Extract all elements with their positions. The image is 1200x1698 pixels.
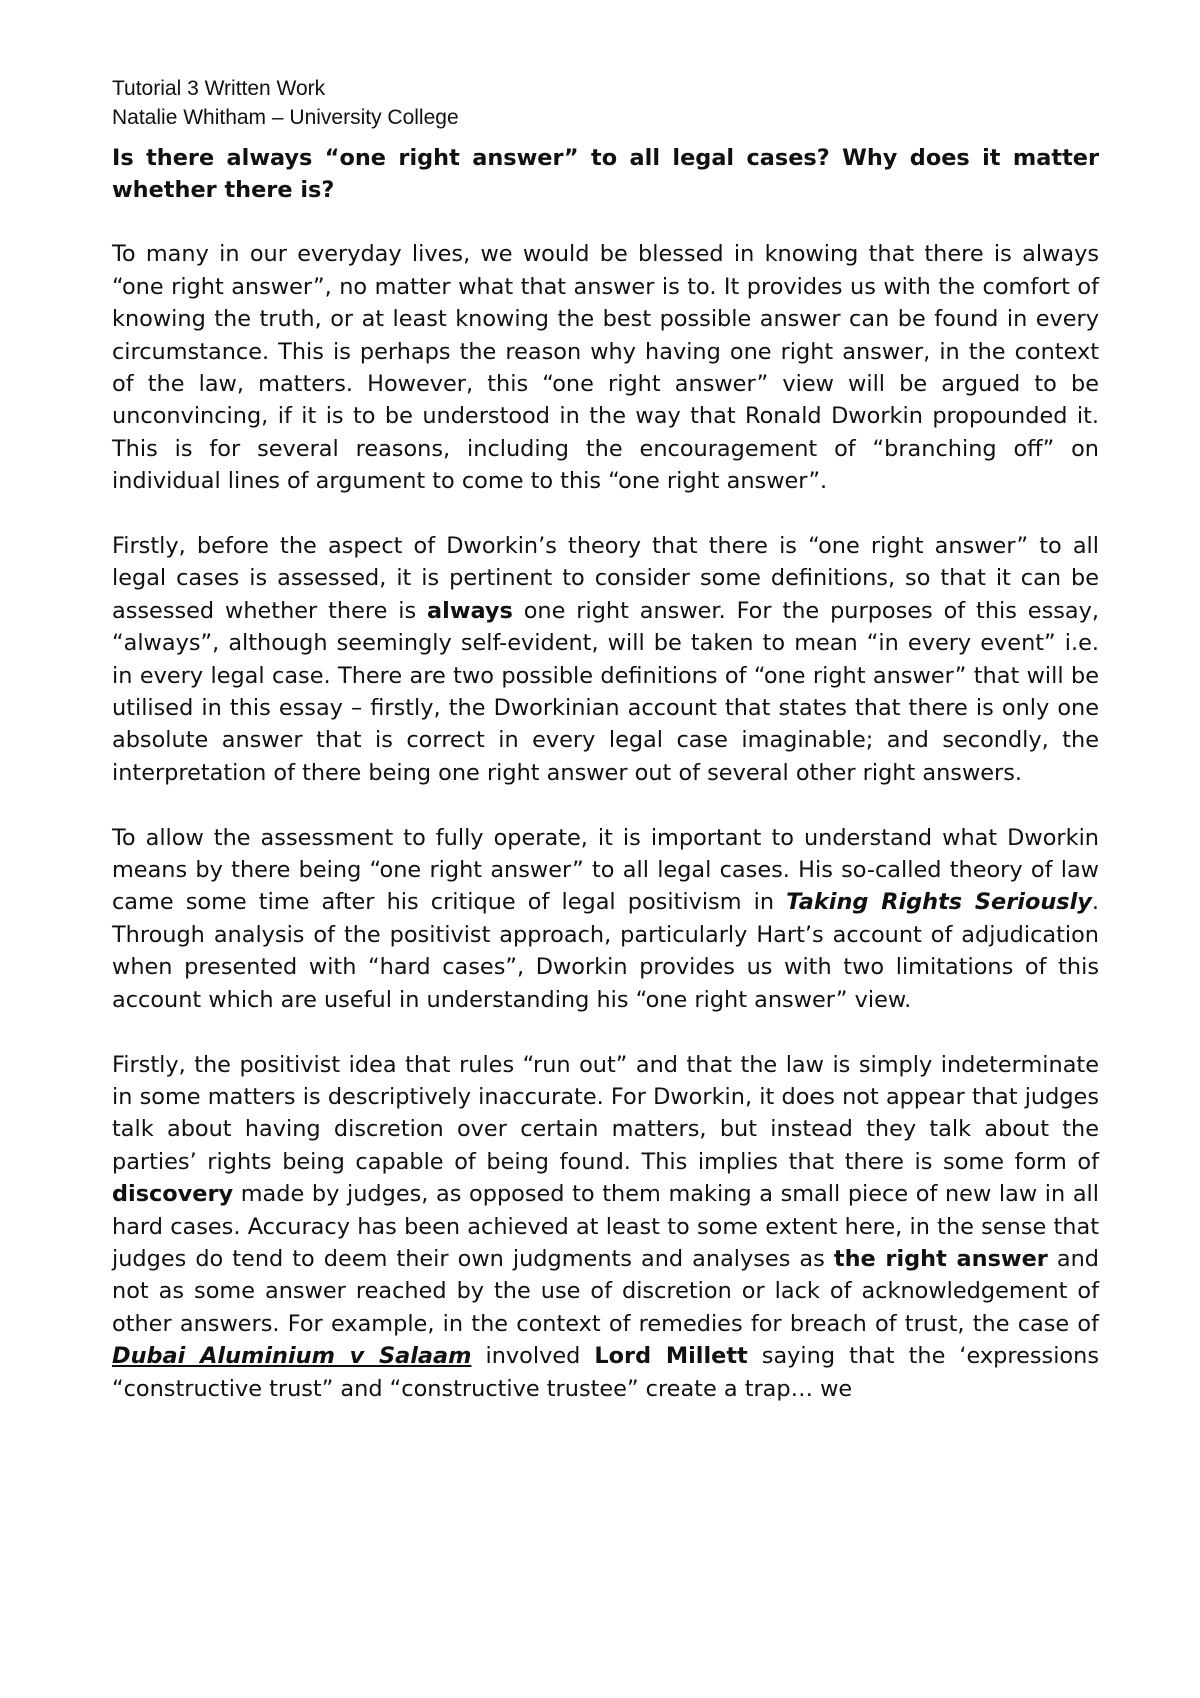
header-line-author: Natalie Whitham – University College	[112, 106, 459, 129]
judge-name-lord-millett: Lord Millett	[594, 1343, 748, 1370]
emphasis-always: always	[427, 597, 513, 624]
document-header	[112, 74, 1112, 132]
paragraph-text: To allow the assessment to fully operate, it is important to understand what Dworkin means by there being “one right answer” to all legal cases. His so-called theory of law came some time after his critique of legal positivism in	[112, 824, 1099, 916]
emphasis-discovery: discovery	[112, 1181, 234, 1208]
paragraph-definitions	[112, 530, 1099, 789]
paragraph-text: Firstly, the positivist idea that rules “run out” and that the law is simply indeterminate in some matters is descriptively inaccurate. For Dworkin, it does not appear that judges talk about having discretion over certain matters, but instead they talk about the parties’ rights being capable of being found. This implies that there is some form of	[112, 1051, 1099, 1175]
paragraph-introduction: To many in our everyday lives, we would be blessed in knowing that there is always “one right answer”, no matter what that answer is to. It provides us with the comfort of knowing the truth, or at least knowing the best possible answer can be found in every circumstance. This is perhaps the reason why having one right answer, in the context of the law, matters. However, this “one right answer” view will be argued to be unconvincing, if it is to be understood in the way that Ronald Dworkin propounded it. This is for several reasons, including the encouragement of “branching off” on individual lines of argument to come to this “one right answer”.	[112, 241, 1099, 495]
paragraph-text: and not as some answer reached by the use of discretion or lack of acknowledgement of other answers. For example, in the context of remedies for breach of trust, the case of	[112, 1245, 1099, 1337]
paragraph-text: saying that the ‘expressions “constructive trust” and “constructive trustee” create a trap… we	[112, 1343, 1099, 1402]
header-line-tutorial: Tutorial 3 Written Work	[112, 77, 326, 100]
paragraph-text: involved	[471, 1343, 595, 1370]
paragraph-text: one right answer. For the purposes of this essay, “always”, although seemingly self-evident, will be taken to mean “in every event” i.e. in every legal case. There are two possible definitions of “one right answer” that will be utilised in this essay – firstly, the Dworkinian account that states that there is only one absolute answer that is correct in every legal case imaginable; and secondly, the interpretation of there being one right answer out of several other right answers.	[112, 597, 1099, 786]
book-title-taking-rights-seriously: Taking Rights Seriously	[786, 889, 1092, 916]
emphasis-right-answer: the right answer	[833, 1245, 1048, 1272]
essay-body	[112, 142, 1099, 1437]
essay-question-title: Is there always “one right answer” to all legal cases? Why does it matter whether there is?	[112, 145, 1099, 203]
case-name-dubai-aluminium: Dubai Aluminium v Salaam	[112, 1343, 472, 1370]
paragraph-dworkin-theory	[112, 822, 1099, 1016]
paragraph-positivist-critique	[112, 1049, 1099, 1405]
paragraph-text: made by judges, as opposed to them making a small piece of new law in all hard cases. Accuracy has been achieved at least to some extent here, in the sense that judges do tend to deem their own judgments and analyses as	[112, 1181, 1099, 1272]
paragraph-text: Firstly, before the aspect of Dworkin’s theory that there is “one right answer” to all legal cases is assessed, it is pertinent to consider some definitions, so that it can be assessed whether there is	[112, 533, 1099, 624]
paragraph-text: . Through analysis of the positivist approach, particularly Hart’s account of adjudication when presented with “hard cases”, Dworkin provides us with two limitations of this account which are useful in understanding his “one right answer” view.	[112, 889, 1100, 1013]
